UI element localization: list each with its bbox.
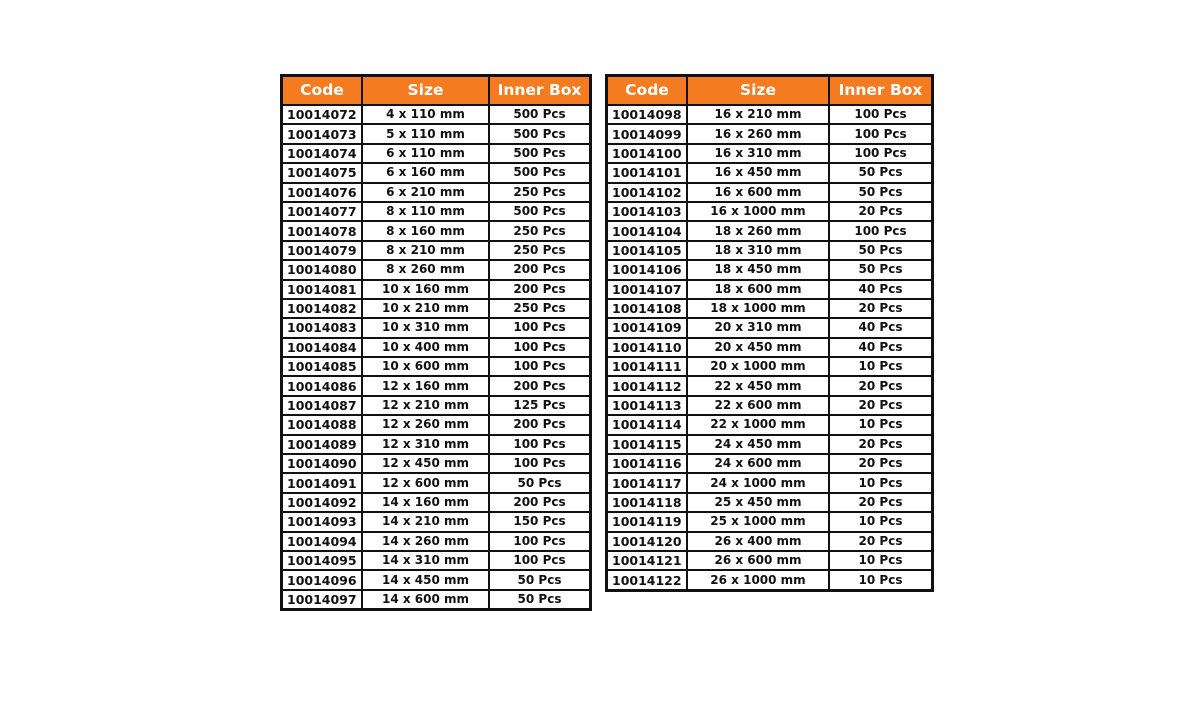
- table-row: [607, 299, 933, 318]
- cell-size: 22 x 1000 mm: [687, 415, 829, 434]
- cell-inner-box: 10 Pcs: [829, 473, 933, 492]
- cell-size: 12 x 600 mm: [362, 473, 489, 492]
- cell-size: 20 x 1000 mm: [687, 357, 829, 376]
- cell-code: 10014095: [282, 551, 363, 570]
- cell-inner-box: 40 Pcs: [829, 318, 933, 337]
- cell-size: 16 x 450 mm: [687, 163, 829, 182]
- cell-inner-box: 100 Pcs: [829, 144, 933, 163]
- cell-inner-box: 500 Pcs: [489, 124, 591, 143]
- table-row: [607, 493, 933, 512]
- cell-code: 10014084: [282, 338, 363, 357]
- cell-code: 10014110: [607, 338, 688, 357]
- cell-inner-box: 100 Pcs: [829, 124, 933, 143]
- cell-code: 10014099: [607, 124, 688, 143]
- table-row: [607, 473, 933, 492]
- cell-inner-box: 50 Pcs: [489, 473, 591, 492]
- cell-size: 18 x 260 mm: [687, 221, 829, 240]
- cell-size: 24 x 450 mm: [687, 435, 829, 454]
- table-row: [607, 144, 933, 163]
- header-size: Size: [362, 76, 489, 106]
- cell-inner-box: 100 Pcs: [489, 357, 591, 376]
- cell-code: 10014115: [607, 435, 688, 454]
- cell-code: 10014106: [607, 260, 688, 279]
- cell-code: 10014077: [282, 202, 363, 221]
- cell-size: 16 x 310 mm: [687, 144, 829, 163]
- cell-size: 18 x 310 mm: [687, 241, 829, 260]
- cell-inner-box: 250 Pcs: [489, 183, 591, 202]
- cell-inner-box: 500 Pcs: [489, 163, 591, 182]
- table-row: [282, 124, 591, 143]
- cell-inner-box: 200 Pcs: [489, 493, 591, 512]
- cell-size: 4 x 110 mm: [362, 105, 489, 124]
- cell-code: 10014073: [282, 124, 363, 143]
- cell-size: 10 x 210 mm: [362, 299, 489, 318]
- table-row: [607, 202, 933, 221]
- cell-inner-box: 10 Pcs: [829, 551, 933, 570]
- cell-code: 10014090: [282, 454, 363, 473]
- table-row: [607, 551, 933, 570]
- cell-inner-box: 50 Pcs: [829, 163, 933, 182]
- cell-size: 22 x 600 mm: [687, 396, 829, 415]
- cell-code: 10014075: [282, 163, 363, 182]
- cell-code: 10014114: [607, 415, 688, 434]
- cell-size: 14 x 260 mm: [362, 532, 489, 551]
- table-row: [282, 454, 591, 473]
- table-row: [607, 415, 933, 434]
- table-row: [607, 280, 933, 299]
- cell-size: 20 x 450 mm: [687, 338, 829, 357]
- cell-code: 10014107: [607, 280, 688, 299]
- cell-size: 8 x 210 mm: [362, 241, 489, 260]
- cell-size: 10 x 310 mm: [362, 318, 489, 337]
- cell-code: 10014118: [607, 493, 688, 512]
- cell-inner-box: 100 Pcs: [829, 105, 933, 124]
- cell-inner-box: 100 Pcs: [489, 532, 591, 551]
- cell-size: 12 x 260 mm: [362, 415, 489, 434]
- product-table-left: [280, 74, 592, 611]
- cell-size: 10 x 600 mm: [362, 357, 489, 376]
- cell-inner-box: 10 Pcs: [829, 570, 933, 590]
- cell-inner-box: 20 Pcs: [829, 493, 933, 512]
- cell-code: 10014096: [282, 570, 363, 589]
- table-row: [607, 357, 933, 376]
- table-row: [607, 260, 933, 279]
- table-row: [607, 396, 933, 415]
- cell-inner-box: 250 Pcs: [489, 221, 591, 240]
- table-row: [282, 551, 591, 570]
- cell-code: 10014119: [607, 512, 688, 531]
- cell-inner-box: 100 Pcs: [489, 454, 591, 473]
- table-row: [282, 435, 591, 454]
- cell-code: 10014122: [607, 570, 688, 590]
- cell-size: 12 x 310 mm: [362, 435, 489, 454]
- table-row: [607, 338, 933, 357]
- cell-code: 10014088: [282, 415, 363, 434]
- cell-size: 14 x 310 mm: [362, 551, 489, 570]
- cell-code: 10014089: [282, 435, 363, 454]
- cell-size: 14 x 600 mm: [362, 590, 489, 610]
- cell-code: 10014104: [607, 221, 688, 240]
- cell-inner-box: 20 Pcs: [829, 376, 933, 395]
- table-row: [282, 590, 591, 610]
- cell-inner-box: 50 Pcs: [829, 183, 933, 202]
- table-row: [607, 318, 933, 337]
- table-row: [607, 105, 933, 124]
- cell-code: 10014092: [282, 493, 363, 512]
- table-row: [282, 260, 591, 279]
- table-row: [607, 454, 933, 473]
- header-inner-box: Inner Box: [829, 76, 933, 106]
- cell-code: 10014120: [607, 532, 688, 551]
- table-header-row: [282, 76, 591, 106]
- cell-inner-box: 200 Pcs: [489, 260, 591, 279]
- cell-size: 26 x 400 mm: [687, 532, 829, 551]
- cell-size: 18 x 1000 mm: [687, 299, 829, 318]
- table-row: [282, 183, 591, 202]
- table-row: [607, 435, 933, 454]
- cell-inner-box: 100 Pcs: [489, 338, 591, 357]
- cell-inner-box: 100 Pcs: [489, 551, 591, 570]
- header-code: Code: [607, 76, 688, 106]
- table-row: [607, 183, 933, 202]
- table-row: [282, 280, 591, 299]
- cell-code: 10014098: [607, 105, 688, 124]
- table-row: [607, 241, 933, 260]
- cell-code: 10014102: [607, 183, 688, 202]
- table-row: [282, 144, 591, 163]
- cell-size: 26 x 1000 mm: [687, 570, 829, 590]
- table-row: [282, 415, 591, 434]
- cell-code: 10014076: [282, 183, 363, 202]
- cell-code: 10014081: [282, 280, 363, 299]
- cell-size: 6 x 110 mm: [362, 144, 489, 163]
- table-row: [282, 202, 591, 221]
- table-row: [282, 570, 591, 589]
- cell-code: 10014105: [607, 241, 688, 260]
- table-row: [607, 512, 933, 531]
- cell-size: 8 x 110 mm: [362, 202, 489, 221]
- cell-code: 10014101: [607, 163, 688, 182]
- cell-size: 10 x 400 mm: [362, 338, 489, 357]
- cell-code: 10014100: [607, 144, 688, 163]
- table-row: [282, 105, 591, 124]
- cell-code: 10014111: [607, 357, 688, 376]
- cell-inner-box: 10 Pcs: [829, 357, 933, 376]
- cell-inner-box: 125 Pcs: [489, 396, 591, 415]
- cell-inner-box: 100 Pcs: [489, 435, 591, 454]
- cell-inner-box: 150 Pcs: [489, 512, 591, 531]
- cell-size: 5 x 110 mm: [362, 124, 489, 143]
- cell-size: 6 x 210 mm: [362, 183, 489, 202]
- cell-size: 16 x 1000 mm: [687, 202, 829, 221]
- cell-size: 10 x 160 mm: [362, 280, 489, 299]
- table-row: [282, 357, 591, 376]
- cell-inner-box: 10 Pcs: [829, 415, 933, 434]
- cell-size: 14 x 160 mm: [362, 493, 489, 512]
- cell-size: 26 x 600 mm: [687, 551, 829, 570]
- cell-code: 10014083: [282, 318, 363, 337]
- header-size: Size: [687, 76, 829, 106]
- cell-inner-box: 20 Pcs: [829, 202, 933, 221]
- cell-inner-box: 100 Pcs: [489, 318, 591, 337]
- cell-size: 16 x 260 mm: [687, 124, 829, 143]
- cell-code: 10014086: [282, 376, 363, 395]
- cell-size: 6 x 160 mm: [362, 163, 489, 182]
- cell-size: 8 x 160 mm: [362, 221, 489, 240]
- cell-size: 16 x 600 mm: [687, 183, 829, 202]
- table-header-row: [607, 76, 933, 106]
- table-row: [282, 299, 591, 318]
- table-row: [282, 493, 591, 512]
- cell-size: 12 x 160 mm: [362, 376, 489, 395]
- cell-inner-box: 20 Pcs: [829, 435, 933, 454]
- cell-code: 10014097: [282, 590, 363, 610]
- cell-inner-box: 50 Pcs: [489, 570, 591, 589]
- cell-size: 12 x 210 mm: [362, 396, 489, 415]
- cell-inner-box: 50 Pcs: [829, 241, 933, 260]
- cell-code: 10014087: [282, 396, 363, 415]
- cell-size: 18 x 600 mm: [687, 280, 829, 299]
- table-row: [282, 376, 591, 395]
- cell-inner-box: 250 Pcs: [489, 241, 591, 260]
- cell-inner-box: 500 Pcs: [489, 105, 591, 124]
- cell-code: 10014109: [607, 318, 688, 337]
- cell-size: 12 x 450 mm: [362, 454, 489, 473]
- cell-inner-box: 20 Pcs: [829, 454, 933, 473]
- cell-size: 8 x 260 mm: [362, 260, 489, 279]
- cell-size: 22 x 450 mm: [687, 376, 829, 395]
- table-row: [607, 221, 933, 240]
- cell-code: 10014117: [607, 473, 688, 492]
- cell-size: 24 x 1000 mm: [687, 473, 829, 492]
- cell-inner-box: 100 Pcs: [829, 221, 933, 240]
- cell-code: 10014108: [607, 299, 688, 318]
- table-row: [282, 338, 591, 357]
- cell-inner-box: 50 Pcs: [489, 590, 591, 610]
- cell-code: 10014116: [607, 454, 688, 473]
- cell-code: 10014094: [282, 532, 363, 551]
- cell-code: 10014113: [607, 396, 688, 415]
- header-inner-box: Inner Box: [489, 76, 591, 106]
- cell-inner-box: 500 Pcs: [489, 144, 591, 163]
- cell-size: 14 x 450 mm: [362, 570, 489, 589]
- table-row: [282, 221, 591, 240]
- cell-code: 10014091: [282, 473, 363, 492]
- cell-size: 25 x 1000 mm: [687, 512, 829, 531]
- cell-inner-box: 200 Pcs: [489, 415, 591, 434]
- cell-size: 24 x 600 mm: [687, 454, 829, 473]
- cell-inner-box: 40 Pcs: [829, 338, 933, 357]
- cell-inner-box: 20 Pcs: [829, 396, 933, 415]
- table-row: [282, 396, 591, 415]
- header-code: Code: [282, 76, 363, 106]
- cell-code: 10014085: [282, 357, 363, 376]
- cell-inner-box: 50 Pcs: [829, 260, 933, 279]
- cell-code: 10014078: [282, 221, 363, 240]
- cell-inner-box: 200 Pcs: [489, 376, 591, 395]
- cell-inner-box: 20 Pcs: [829, 532, 933, 551]
- table-row: [607, 163, 933, 182]
- cell-code: 10014082: [282, 299, 363, 318]
- cell-code: 10014093: [282, 512, 363, 531]
- cell-code: 10014072: [282, 105, 363, 124]
- table-row: [282, 512, 591, 531]
- cell-size: 20 x 310 mm: [687, 318, 829, 337]
- cell-code: 10014074: [282, 144, 363, 163]
- cell-size: 16 x 210 mm: [687, 105, 829, 124]
- table-row: [607, 532, 933, 551]
- table-row: [282, 473, 591, 492]
- cell-inner-box: 10 Pcs: [829, 512, 933, 531]
- table-row: [282, 241, 591, 260]
- cell-size: 14 x 210 mm: [362, 512, 489, 531]
- cell-code: 10014080: [282, 260, 363, 279]
- cell-inner-box: 250 Pcs: [489, 299, 591, 318]
- table-row: [607, 124, 933, 143]
- table-row: [282, 163, 591, 182]
- table-row: [607, 376, 933, 395]
- cell-code: 10014121: [607, 551, 688, 570]
- cell-code: 10014112: [607, 376, 688, 395]
- table-row: [282, 532, 591, 551]
- cell-size: 25 x 450 mm: [687, 493, 829, 512]
- cell-inner-box: 40 Pcs: [829, 280, 933, 299]
- cell-inner-box: 20 Pcs: [829, 299, 933, 318]
- cell-code: 10014079: [282, 241, 363, 260]
- product-table-right: [605, 74, 934, 592]
- table-row: [607, 570, 933, 590]
- cell-size: 18 x 450 mm: [687, 260, 829, 279]
- cell-inner-box: 500 Pcs: [489, 202, 591, 221]
- cell-code: 10014103: [607, 202, 688, 221]
- table-row: [282, 318, 591, 337]
- cell-inner-box: 200 Pcs: [489, 280, 591, 299]
